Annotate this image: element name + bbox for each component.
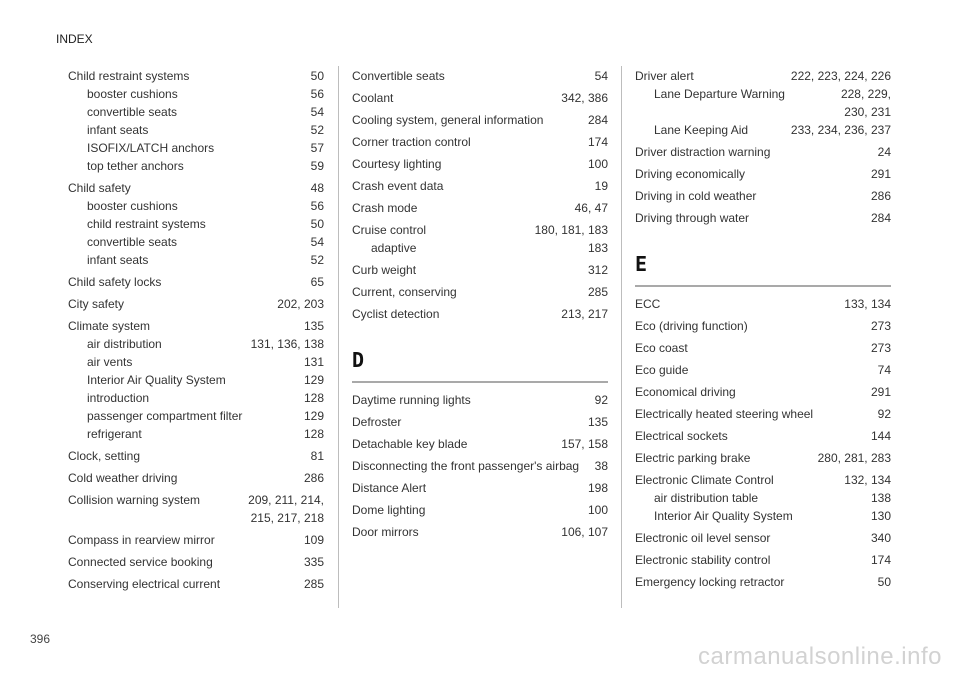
subentry-row [635, 489, 891, 507]
subentry-row [68, 233, 324, 251]
entry-title: Driver alert [635, 69, 694, 83]
subentry-row [68, 251, 324, 269]
subentry-pages: 54 [310, 105, 324, 119]
entry-title: Crash event data [352, 179, 444, 193]
subentry-title: booster cushions [87, 87, 178, 101]
entry-pages: 342, 386 [561, 91, 608, 105]
entry-row [68, 447, 324, 465]
subentry-pages: 56 [310, 87, 324, 101]
entry-row [352, 111, 608, 129]
subentry-row [68, 425, 324, 443]
entry-title: Defroster [352, 415, 402, 429]
subentry-title: child restraint systems [87, 217, 206, 231]
entry-title: Electronic stability control [635, 553, 771, 567]
subentry-pages: 128 [303, 427, 324, 441]
entry-row [635, 295, 891, 313]
index-entry [352, 479, 608, 497]
entry-row [352, 523, 608, 541]
entry-row [68, 491, 324, 509]
entry-row [635, 67, 891, 85]
index-entry [352, 435, 608, 453]
index-entry [635, 383, 891, 401]
entry-row [352, 89, 608, 107]
entry-title: Connected service booking [68, 555, 213, 569]
subentry-row [68, 371, 324, 389]
entry-title: Electronic Climate Control [635, 473, 774, 487]
subentry-pages: 54 [310, 235, 324, 249]
entry-title: Crash mode [352, 201, 418, 215]
entry-row [352, 67, 608, 85]
entry-row [68, 575, 324, 593]
entry-pages: 291 [870, 385, 891, 399]
index-entry [68, 67, 324, 175]
index-entry [635, 361, 891, 379]
subentry-pages: 129 [303, 373, 324, 387]
entry-row [352, 221, 608, 239]
subentry-row [68, 215, 324, 233]
entry-pages: 19 [594, 179, 608, 193]
entry-pages: 291 [870, 167, 891, 181]
entry-row [635, 187, 891, 205]
subentry-title: air vents [87, 355, 133, 369]
entry-title: Driving through water [635, 211, 750, 225]
entry-pages: 46, 47 [574, 201, 608, 215]
entry-row [352, 199, 608, 217]
subentry-title: introduction [87, 391, 150, 405]
entry-title: Child restraint systems [68, 69, 190, 83]
entry-title: Convertible seats [352, 69, 445, 83]
entry-title: Eco (driving function) [635, 319, 748, 333]
entry-row [68, 295, 324, 313]
entry-row [352, 305, 608, 323]
index-entry [352, 67, 608, 85]
entry-title: Cyclist detection [352, 307, 440, 321]
entry-pages: 285 [303, 577, 324, 591]
entry-title: Child safety locks [68, 275, 162, 289]
entry-pages: 109 [303, 533, 324, 547]
subentry-pages: 233, 234, 236, 237 [790, 123, 891, 137]
index-column-2 [352, 67, 608, 545]
entry-title: Cold weather driving [68, 471, 178, 485]
index-entry [635, 427, 891, 445]
subentry-pages: 59 [310, 159, 324, 173]
subentry-title: infant seats [87, 123, 149, 137]
index-entry [635, 295, 891, 313]
entry-pages: 106, 107 [561, 525, 608, 539]
entry-title: Coolant [352, 91, 394, 105]
subentry-title: convertible seats [87, 105, 178, 119]
entry-pages: 222, 223, 224, 226 [790, 69, 891, 83]
index-entry [352, 305, 608, 323]
subentry-title: air distribution [87, 337, 162, 351]
subentry-title: adaptive [371, 241, 417, 255]
subentry-pages: 129 [303, 409, 324, 423]
subentry-title: air distribution table [654, 491, 759, 505]
index-entry [68, 491, 324, 527]
column-divider [621, 66, 622, 608]
index-entry [68, 273, 324, 291]
entry-title: Current, conserving [352, 285, 457, 299]
entry-row [635, 449, 891, 467]
entry-row [68, 273, 324, 291]
entry-pages: 144 [870, 429, 891, 443]
entry-pages: 286 [303, 471, 324, 485]
index-entry [635, 405, 891, 423]
entry-title: Electronic oil level sensor [635, 531, 771, 545]
entry-title: Daytime running lights [352, 393, 471, 407]
index-entry [635, 67, 891, 139]
index-column-1 [68, 67, 324, 597]
index-entry [68, 469, 324, 487]
entry-title: Cruise control [352, 223, 427, 237]
subentry-pages-continued: 230, 231 [844, 105, 891, 119]
subentry-pages: 228, 229, [840, 87, 891, 101]
entry-row [635, 209, 891, 227]
subentry-row [635, 507, 891, 525]
index-entry [352, 413, 608, 431]
index-entry [635, 143, 891, 161]
entry-title: Cooling system, general information [352, 113, 544, 127]
column-divider [338, 66, 339, 608]
index-entry [635, 551, 891, 569]
subentry-row [68, 139, 324, 157]
subentry-title: Interior Air Quality System [87, 373, 226, 387]
entry-pages: 335 [303, 555, 324, 569]
subentry-title: ISOFIX/LATCH anchors [87, 141, 215, 155]
entry-pages: 157, 158 [561, 437, 608, 451]
entry-row [635, 405, 891, 423]
entry-row [635, 573, 891, 591]
subentry-pages: 131, 136, 138 [250, 337, 324, 351]
index-entry [68, 295, 324, 313]
entry-row [352, 501, 608, 519]
entry-row [635, 427, 891, 445]
subentry-title: passenger compartment filter [87, 409, 243, 423]
entry-pages-continued: 215, 217, 218 [250, 511, 324, 525]
subentry-pages: 131 [303, 355, 324, 369]
entry-title: Electrically heated steering wheel [635, 407, 814, 421]
index-entry [68, 531, 324, 549]
entry-row [635, 383, 891, 401]
subentry-pages: 130 [870, 509, 891, 523]
entry-pages: 54 [594, 69, 608, 83]
entry-title: Detachable key blade [352, 437, 468, 451]
entry-pages: 100 [587, 157, 608, 171]
watermark: carmanualsonline.info [698, 643, 942, 670]
entry-row [635, 529, 891, 547]
subentry-title: booster cushions [87, 199, 178, 213]
subentry-pages: 56 [310, 199, 324, 213]
subentry-title: Lane Departure Warning [654, 87, 785, 101]
entry-row [68, 67, 324, 85]
entry-pages: 174 [870, 553, 891, 567]
subentry-row [68, 407, 324, 425]
index-entry [68, 179, 324, 269]
entry-pages: 285 [587, 285, 608, 299]
entry-pages: 135 [303, 319, 324, 333]
entry-pages: 65 [310, 275, 324, 289]
entry-pages: 133, 134 [844, 297, 891, 311]
subentry-title: Interior Air Quality System [654, 509, 793, 523]
entry-title: Eco coast [635, 341, 688, 355]
entry-pages: 50 [310, 69, 324, 83]
entry-row [635, 165, 891, 183]
entry-row [352, 391, 608, 409]
entry-row [352, 435, 608, 453]
entry-title: Electrical sockets [635, 429, 728, 443]
subentry-row [68, 85, 324, 103]
entry-pages: 340 [870, 531, 891, 545]
entry-pages: 92 [877, 407, 891, 421]
entry-pages: 135 [587, 415, 608, 429]
entry-pages: 213, 217 [561, 307, 608, 321]
entry-row [635, 361, 891, 379]
entry-pages: 74 [877, 363, 891, 377]
entry-title: Emergency locking retractor [635, 575, 785, 589]
entry-pages: 202, 203 [277, 297, 324, 311]
subentry-row [68, 197, 324, 215]
index-entry [352, 501, 608, 519]
entry-row [352, 479, 608, 497]
entry-title: ECC [635, 297, 661, 311]
entry-row [635, 471, 891, 489]
entry-title: Driver distraction warning [635, 145, 771, 159]
entry-row [635, 551, 891, 569]
index-entry [352, 221, 608, 257]
index-entry [68, 447, 324, 465]
index-entry [68, 575, 324, 593]
index-entry [352, 177, 608, 195]
index-entry [635, 573, 891, 591]
index-entry [68, 553, 324, 571]
entry-row [68, 179, 324, 197]
subentry-row [635, 121, 891, 139]
entry-title: Door mirrors [352, 525, 419, 539]
section-letter: D [352, 349, 608, 383]
entry-row [352, 457, 608, 475]
subentry-title: Lane Keeping Aid [654, 123, 749, 137]
subentry-pages: 57 [310, 141, 324, 155]
index-entry [352, 155, 608, 173]
index-entry [352, 523, 608, 541]
entry-row [68, 317, 324, 335]
section-letter: E [635, 253, 891, 287]
subentry-title: infant seats [87, 253, 149, 267]
subentry-pages: 183 [587, 241, 608, 255]
entry-pages: 180, 181, 183 [534, 223, 608, 237]
entry-title: Eco guide [635, 363, 689, 377]
index-entry [68, 317, 324, 443]
entry-row [352, 177, 608, 195]
page-number: 396 [30, 632, 51, 646]
entry-pages: 50 [877, 575, 891, 589]
entry-title: Child safety [68, 181, 131, 195]
subentry-title: convertible seats [87, 235, 178, 249]
entry-pages: 81 [310, 449, 324, 463]
entry-title: Courtesy lighting [352, 157, 442, 171]
subentry-row [68, 335, 324, 353]
index-entry [352, 457, 608, 475]
entry-row [352, 133, 608, 151]
index-entry [352, 133, 608, 151]
entry-pages: 48 [310, 181, 324, 195]
index-entry [635, 339, 891, 357]
entry-pages: 286 [870, 189, 891, 203]
entry-pages: 312 [587, 263, 608, 277]
entry-row [68, 469, 324, 487]
entry-pages: 273 [870, 341, 891, 355]
subentry-pages: 138 [870, 491, 891, 505]
entry-row [635, 143, 891, 161]
entry-pages: 100 [587, 503, 608, 517]
index-entry [352, 261, 608, 279]
index-entry [635, 165, 891, 183]
running-header: INDEX [56, 32, 93, 46]
entry-title: Driving in cold weather [635, 189, 757, 203]
subentry-title: refrigerant [87, 427, 142, 441]
entry-title: Disconnecting the front passenger's airbag [352, 459, 580, 473]
entry-pages: 174 [587, 135, 608, 149]
entry-pages: 38 [594, 459, 608, 473]
entry-title: Economical driving [635, 385, 736, 399]
subentry-row [68, 121, 324, 139]
entry-row [68, 531, 324, 549]
subentry-row [68, 103, 324, 121]
entry-pages: 284 [587, 113, 608, 127]
index-entry [635, 449, 891, 467]
subentry-row [635, 85, 891, 103]
entry-row [352, 283, 608, 301]
index-entry [635, 529, 891, 547]
entry-row [352, 413, 608, 431]
entry-pages: 280, 281, 283 [817, 451, 891, 465]
entry-title: Curb weight [352, 263, 417, 277]
entry-pages: 209, 211, 214, [248, 493, 324, 507]
subentry-row [68, 389, 324, 407]
subentry-title: top tether anchors [87, 159, 184, 173]
entry-pages: 92 [594, 393, 608, 407]
entry-title: Electric parking brake [635, 451, 751, 465]
subentry-row [68, 157, 324, 175]
index-column-3 [635, 67, 891, 595]
entry-title: Compass in rearview mirror [68, 533, 215, 547]
entry-title: Collision warning system [68, 493, 201, 507]
entry-pages: 24 [877, 145, 891, 159]
subentry-row [68, 353, 324, 371]
entry-row [352, 261, 608, 279]
entry-pages: 198 [587, 481, 608, 495]
entry-title: Clock, setting [68, 449, 141, 463]
entry-title: Driving economically [635, 167, 746, 181]
index-entry [352, 89, 608, 107]
index-entry [352, 391, 608, 409]
index-entry [635, 317, 891, 335]
entry-row [635, 339, 891, 357]
subentry-pages: 50 [310, 217, 324, 231]
index-entry [352, 111, 608, 129]
subentry-pages: 128 [303, 391, 324, 405]
entry-title: City safety [68, 297, 125, 311]
entry-title: Distance Alert [352, 481, 427, 495]
entry-title: Dome lighting [352, 503, 426, 517]
entry-row [352, 155, 608, 173]
entry-row [68, 553, 324, 571]
entry-title: Climate system [68, 319, 151, 333]
subentry-pages: 52 [310, 253, 324, 267]
entry-pages: 273 [870, 319, 891, 333]
entry-pages: 132, 134 [844, 473, 891, 487]
index-entry [635, 209, 891, 227]
entry-title: Corner traction control [352, 135, 471, 149]
index-entry [352, 199, 608, 217]
subentry-row [352, 239, 608, 257]
subentry-pages: 52 [310, 123, 324, 137]
entry-title: Conserving electrical current [68, 577, 221, 591]
entry-row [635, 317, 891, 335]
index-entry [352, 283, 608, 301]
index-entry [635, 187, 891, 205]
entry-pages: 284 [870, 211, 891, 225]
index-entry [635, 471, 891, 525]
